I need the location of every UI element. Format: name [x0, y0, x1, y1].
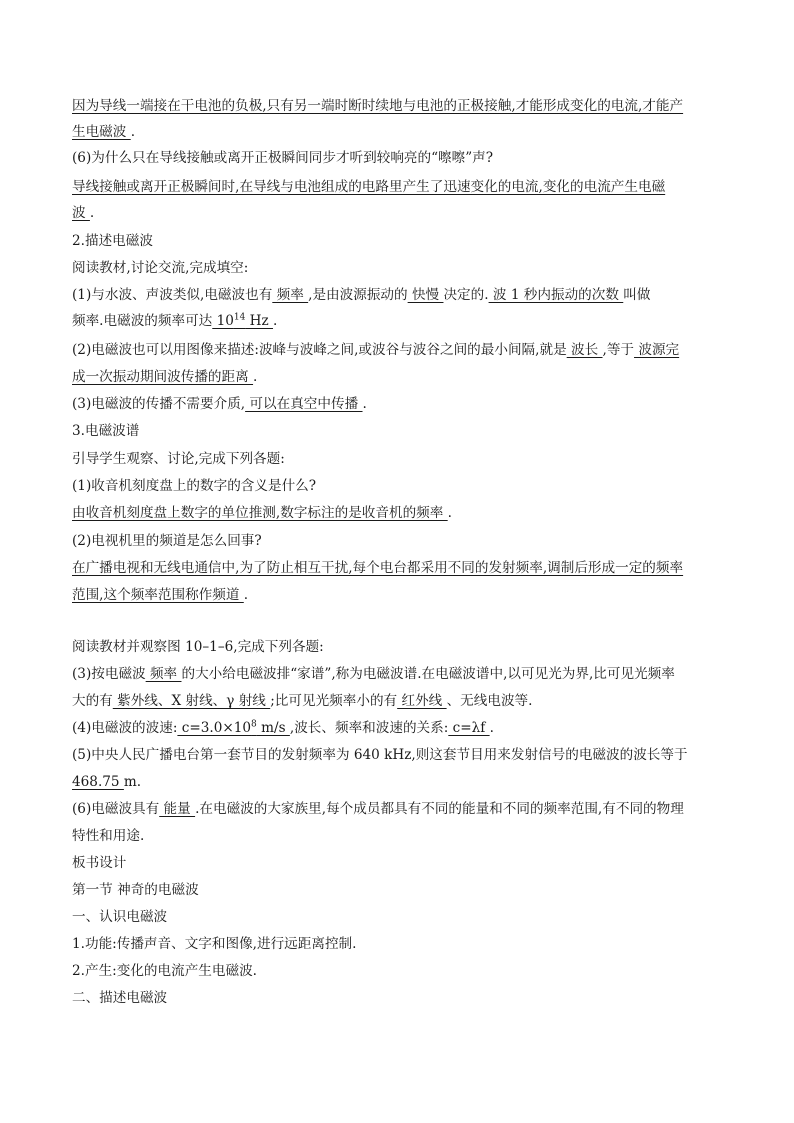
text-line: 特性和用途.: [72, 828, 145, 844]
text-segment: 的大小给电磁波排“家谱”,称为电磁波谱.在电磁波谱中,以可见光为界,比可见光频率: [181, 666, 675, 682]
answer-blank: 468.75: [72, 774, 124, 790]
answer-blank: 红外线: [397, 693, 447, 709]
text-segment: ,波长、频率和波速的关系:: [289, 720, 449, 736]
fill-blank-line: [72, 311, 722, 331]
question-line: (2)电视机里的频道是怎么回事?: [72, 533, 262, 549]
fill-blank-line: [72, 799, 722, 819]
punctuation: .: [130, 124, 136, 140]
answer-blank: 成一次振动期间波传播的距离: [72, 369, 254, 385]
answer-blank-base: 10: [212, 313, 234, 329]
text-segment: 大的有: [72, 693, 113, 709]
fill-blank-line: [72, 340, 722, 360]
text-segment: ;比可见光频率小的有: [270, 693, 398, 709]
answer-blank: 频率: [272, 287, 309, 303]
answer-blank: 导线接触或离开正极瞬间时,在导线与电池组成的电路里产生了迅速变化的电流,变化的电流产生电磁: [72, 179, 666, 195]
answer-blank: [177, 720, 289, 736]
fill-blank-line: [72, 691, 722, 711]
fill-blank-line: [72, 394, 722, 414]
question-line: (6)为什么只在导线接触或离开正极瞬间同步才听到较响亮的“嚓嚓”声?: [72, 150, 494, 166]
board-heading: 一、认识电磁波: [72, 909, 168, 925]
answer-blank: 波长: [566, 342, 603, 358]
answer-line: [72, 96, 722, 116]
answer-line: [72, 122, 722, 142]
answer-blank: 紫外线、X 射线、γ 射线: [112, 693, 271, 709]
answer-blank: c=λf: [448, 720, 490, 736]
answer-line: [72, 177, 722, 197]
punctuation: .: [447, 505, 452, 521]
answer-blank: 波源完: [634, 342, 680, 358]
question-line: (1)收音机刻度盘上的数字的含义是什么?: [72, 478, 317, 494]
section-heading: 板书设计: [72, 855, 127, 871]
answer-line: [72, 503, 722, 523]
text-segment: (6)电磁波具有: [72, 801, 160, 817]
fill-blank-line: [72, 718, 722, 738]
answer-blank: 能量: [159, 801, 196, 817]
answer-blank-unit: Hz: [245, 313, 274, 329]
board-title: 第一节 神奇的电磁波: [72, 882, 199, 898]
text-segment: (1)与水波、声波类似,电磁波也有: [72, 287, 273, 303]
answer-blank: 频率: [145, 666, 182, 682]
answer-blank: 在广播电视和无线电通信中,为了防止相互干扰,每个电台都采用不同的发射频率,调制后形成一定的频率: [72, 560, 684, 576]
text-segment: 频率.电磁波的频率可达: [72, 313, 213, 329]
answer-blank: 可以在真空中传播: [245, 396, 363, 412]
answer-blank: 由收音机刻度盘上数字的单位推测,数字标注的是收音机的频率: [72, 505, 448, 521]
answer-line: [72, 203, 722, 223]
punctuation: .: [253, 369, 258, 385]
text-segment: 、无线电波等.: [446, 693, 533, 709]
text-segment: (3)电磁波的传播不需要介质,: [72, 396, 246, 412]
answer-blank: 范围,这个频率范围称作频道: [72, 587, 244, 603]
fill-blank-line: [72, 285, 722, 305]
punctuation: .: [243, 587, 249, 603]
text-segment: (2)电磁波也可以用图像来描述:波峰与波峰之间,或波谷与波谷之间的最小间隔,就是: [72, 342, 567, 358]
text-segment: .: [362, 396, 367, 412]
text-segment: ,是由波源振动的: [308, 287, 408, 303]
answer-blank: [212, 313, 273, 329]
question-line: (5)中央人民广播电台第一套节目的发射频率为 640 kHz,则这套节目用来发射信号的电磁波的波长等于: [72, 747, 688, 763]
board-item: 1.功能:传播声音、文字和图像,进行远距离控制.: [72, 936, 357, 952]
section-heading: 3.电磁波谱: [72, 423, 140, 439]
answer-blank: 波: [72, 205, 90, 221]
text-segment: (3)按电磁波: [72, 666, 146, 682]
instruction-line: 阅读教材,讨论交流,完成填空:: [72, 260, 249, 276]
answer-line: [72, 772, 722, 792]
board-item: 2.产生:变化的电流产生电磁波.: [72, 963, 257, 979]
text-segment: 叫做: [623, 287, 651, 303]
punctuation: .: [89, 205, 95, 221]
board-heading: 二、描述电磁波: [72, 990, 168, 1006]
exponent: 8: [251, 719, 257, 730]
answer-line: [72, 558, 722, 578]
text-segment: 决定的.: [443, 287, 489, 303]
answer-blank: 生电磁波: [72, 124, 131, 140]
text-segment: (4)电磁波的波速:: [72, 720, 178, 736]
text-segment: .: [489, 720, 494, 736]
answer-line: [72, 367, 722, 387]
text-segment: .在电磁波的大家族里,每个成员都具有不同的能量和不同的频率范围,有不同的物理: [195, 801, 684, 817]
instruction-line: 引导学生观察、讨论,完成下列各题:: [72, 451, 285, 467]
answer-blank: 快慢: [407, 287, 444, 303]
instruction-line: 阅读教材并观察图 10–1–6,完成下列各题:: [72, 639, 324, 655]
answer-line: [72, 585, 722, 605]
answer-blank: 因为导线一端接在干电池的负极,只有另一端时断时续地与电池的正极接触,才能形成变化的电流,才能产: [72, 98, 684, 114]
answer-blank-base: c=3.0×10: [177, 720, 252, 736]
text-segment: ,等于: [602, 342, 635, 358]
answer-blank-unit: m/s: [256, 720, 290, 736]
answer-blank: 波 1 秒内振动的次数: [488, 287, 624, 303]
fill-blank-line: [72, 664, 722, 684]
exponent: 14: [233, 312, 246, 323]
section-heading: 2.描述电磁波: [72, 233, 153, 249]
text-segment: .: [273, 313, 278, 329]
unit: m.: [123, 774, 142, 790]
